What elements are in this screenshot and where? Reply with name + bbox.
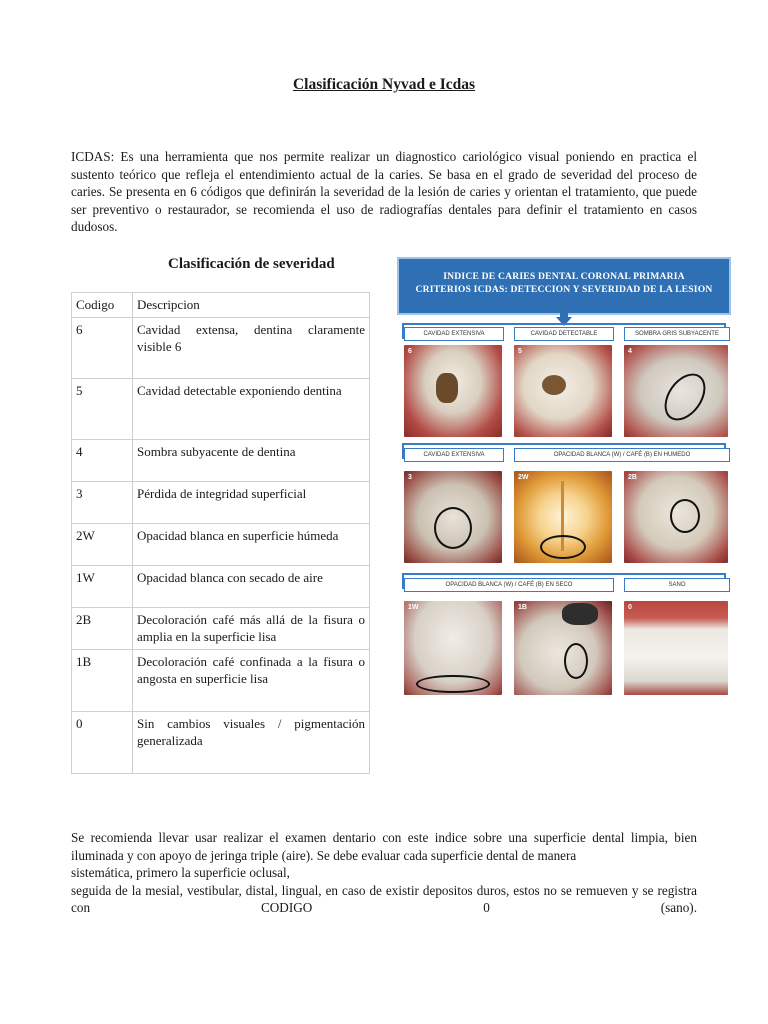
label-cavidad-extensiva-2: CAVIDAD EXTENSIVA [404,448,504,462]
header-description: Descripcion [133,293,370,318]
table-row [72,317,370,378]
cavity-mark [436,373,458,403]
row-code: 0 [72,711,133,773]
connector-line [402,323,726,325]
lesion-ring [670,499,700,533]
lesion-ring [656,366,714,428]
row-code: 2W [72,523,133,565]
bottom-line-2: sistemática, primero la superficie oclusal, [71,865,290,881]
tooth-photo-1w: 1W [404,601,502,695]
connector-line [402,573,726,575]
label-opacidad-seco: OPACIDAD BLANCA (W) / CAFÉ (B) EN SECO [404,578,614,592]
row-description: Sombra subyacente de dentina [133,439,370,481]
table-row [72,565,370,607]
tooth-photo-5: 5 [514,345,612,437]
bottom-paragraph [71,829,697,917]
severity-title: Clasificación de severidad [168,256,335,272]
row-code: 2B [72,607,133,649]
table-row [72,649,370,711]
row-code: 3 [72,481,133,523]
row-code: 1B [72,649,133,711]
row-code: 1W [72,565,133,607]
severity-table [71,292,370,774]
header-code: Codigo [72,293,133,318]
intro-paragraph: ICDAS: Es una herramienta que nos permite realizar un diagnostico cariológico visual poniendo en practica el sustento teórico que refleja el entendimiento actual de la caries. Se basa en el grado de severidad del proceso de caries. Se presenta en 6 códigos que definirán la severidad de la lesión de caries y orientan el tratamiento, que puede ser preventivo o restaurador, se recomienda el uso de radiografías dentales para definir el tratamiento en casos dudosos. [71,149,697,235]
label-sano: SANO [624,578,730,592]
figure-header-line1: INDICE DE CARIES DENTAL CORONAL PRIMARIA [443,271,685,282]
label-cavidad-detectable: CAVIDAD DETECTABLE [514,327,614,341]
bottom-line-3: seguida de la mesial, vestibular, distal, lingual, en caso de existir depositos duros, estos no se remueven y se registra con CODIGO 0 (sano). [71,882,697,916]
tooth-photo-3: 3 [404,471,502,563]
lesion-ring [540,535,586,559]
icdas-figure [396,257,732,701]
tooth-photo-1b: 1B [514,601,612,695]
row-description: Cavidad extensa, dentina claramente visible 6 [133,317,370,378]
figure-header-line2: CRITERIOS ICDAS: DETECCION Y SEVERIDAD DE LA LESION [415,284,713,295]
row-description: Pérdida de integridad superficial [133,481,370,523]
table-row [72,711,370,773]
row-description: Cavidad detectable exponiendo dentina [133,378,370,439]
table-row [72,523,370,565]
row-code: 5 [72,378,133,439]
tooth-photo-2b: 2B [624,471,728,563]
table-header-row [72,293,370,318]
lesion-ring [564,643,588,679]
cavity-mark [542,375,566,395]
lesion-ring [416,675,490,693]
row-description: Opacidad blanca en superficie húmeda [133,523,370,565]
label-cavidad-extensiva: CAVIDAD EXTENSIVA [404,327,504,341]
filling-mark [562,603,598,625]
row-description: Opacidad blanca con secado de aire [133,565,370,607]
table-row [72,378,370,439]
figure-header [397,257,731,315]
bottom-line-1: Se recomienda llevar usar realizar el examen dentario con este indice sobre una superficie dental limpia, bien iluminada y con apoyo de jeringa triple (aire). Se debe evaluar cada superficie dental de manera [71,830,697,863]
table-row [72,481,370,523]
lesion-ring [434,507,472,549]
document-title: Clasificación Nyvad e Icdas [292,76,476,93]
tooth-photo-2w: 2W [514,471,612,563]
row-description: Decoloración café más allá de la fisura o amplia en la superficie lisa [133,607,370,649]
tooth-photo-6: 6 [404,345,502,437]
tooth-photo-4: 4 [624,345,728,437]
table-row [72,607,370,649]
row-description: Sin cambios visuales / pigmentación generalizada [133,711,370,773]
table-row [72,439,370,481]
label-sombra-gris: SOMBRA GRIS SUBYACENTE [624,327,730,341]
tooth-photo-0: 0 [624,601,728,695]
label-opacidad-humedo: OPACIDAD BLANCA (W) / CAFÉ (B) EN HUMEDO [514,448,730,462]
row-code: 4 [72,439,133,481]
row-code: 6 [72,317,133,378]
connector-line [402,443,726,445]
row-description: Decoloración café confinada a la fisura o angosta en superficie lisa [133,649,370,711]
